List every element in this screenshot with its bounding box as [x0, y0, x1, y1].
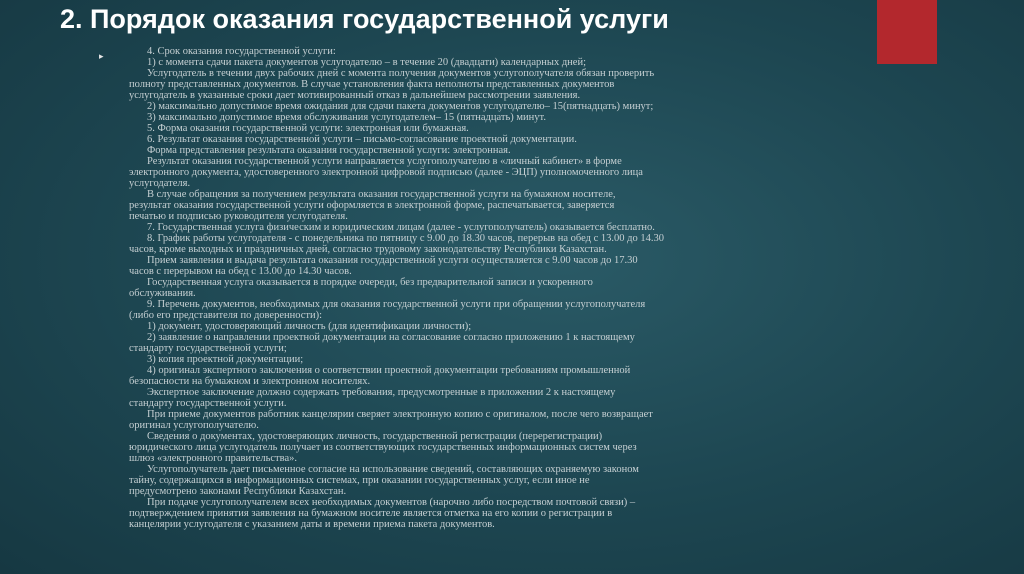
- slide-body: [129, 46, 841, 530]
- body-line: При приеме документов работник канцелярии сверяет электронную копию с оригиналом, после чего возвращает: [147, 409, 653, 420]
- body-line: 9. Перечень документов, необходимых для оказания государственной услуги при обращении услугополучателя: [147, 299, 646, 310]
- body-line: 3) максимально допустимое время обслуживания услугодателем– 15 (пятнадцать) минут.: [147, 112, 546, 123]
- accent-bar: [877, 0, 937, 64]
- body-line: канцелярии услугодателя с указанием даты и времени приема пакета документов.: [129, 519, 495, 530]
- body-line: печатью и подписью руководителя услугодателя.: [129, 211, 348, 222]
- body-line: 7. Государственная услуга физическим и юридическим лицам (далее - услугополучатель) оказывается бесплатно.: [147, 222, 655, 233]
- body-line: Услугополучатель дает письменное согласие на использование сведений, составляющих охраняемую законом: [147, 464, 639, 475]
- body-line: 2) максимально допустимое время ожидания для сдачи пакета документов услугодателю– 15(пятнадцать) минут;: [147, 101, 654, 112]
- body-line: 1) документ, удостоверяющий личность (для идентификации личности);: [147, 321, 472, 332]
- body-line: Форма представления результата оказания государственной услуги: электронная.: [147, 145, 511, 156]
- body-line: услугодатель в указанные сроки дает мотивированный отказ в дальнейшем рассмотрении заявления.: [129, 90, 581, 101]
- body-line: 8. График работы услугодателя - с понедельника по пятницу с 9.00 до 18.30 часов, перерыв на обед с 13.00 до 14.30: [147, 233, 664, 244]
- body-line: (либо его представителя по доверенности):: [129, 310, 323, 321]
- body-line: часов с перерывом на обед с 13.00 до 14.30 часов.: [129, 266, 352, 277]
- body-line: 5. Форма оказания государственной услуги: электронная или бумажная.: [147, 123, 469, 134]
- body-line: 4. Срок оказания государственной услуги:: [147, 46, 336, 57]
- body-line: 4) оригинал экспертного заключения о соответствии проектной документации требованиям промышленной: [147, 365, 631, 376]
- body-line: Государственная услуга оказывается в порядке очереди, без предварительной записи и ускоренного: [147, 277, 593, 288]
- body-line: Экспертное заключение должно содержать требования, предусмотренные в приложении 2 к настоящему: [147, 387, 616, 398]
- body-line: шлюз «электронного правительства».: [129, 453, 297, 464]
- body-line: 2) заявление о направлении проектной документации на согласование согласно приложению 1 к настоящему: [147, 332, 635, 343]
- body-line: услугодателя.: [129, 178, 191, 189]
- body-line: тайну, содержащихся в информационных системах, при оказании государственных услуг, если иное не: [129, 475, 590, 486]
- body-line: предусмотрено законами Республики Казахстан.: [129, 486, 347, 497]
- body-line: юридического лица услугодатель получает из соответствующих государственных информационных систем через: [129, 442, 637, 453]
- body-line: безопасности на бумажном и электронном носителях.: [129, 376, 371, 387]
- body-line: полноту представленных документов. В случае установления факта неполноты представленных документов: [129, 79, 615, 90]
- body-line: В случае обращения за получением результата оказания государственной услуги на бумажном носителе,: [147, 189, 616, 200]
- body-line: Результат оказания государственной услуги направляется услугополучателю в «личный кабинет» в форме: [147, 156, 622, 167]
- body-line: подтверждением принятия заявления на бумажном носителе является отметка на его копии о регистрации в: [129, 508, 613, 519]
- body-line: 6. Результат оказания государственной услуги – письмо-согласование проектной документации.: [147, 134, 577, 145]
- slide-title: 2. Порядок оказания государственной услуги: [60, 4, 669, 34]
- body-line: Сведения о документах, удостоверяющих личность, государственной регистрации (перерегистрации): [147, 431, 603, 442]
- body-line: При подаче услугополучателем всех необходимых документов (нарочно либо посредством почтовой связи) –: [147, 497, 636, 508]
- body-line: обслуживания.: [129, 288, 196, 299]
- body-line: 3) копия проектной документации;: [147, 354, 304, 365]
- body-line: стандарту государственной услуги;: [129, 343, 287, 354]
- body-line: результат оказания государственной услуги оформляется в электронной форме, распечатывается, заверяется: [129, 200, 615, 211]
- body-line: Услугодатель в течении двух рабочих дней с момента получения документов услугополучателя обязан проверить: [147, 68, 655, 79]
- body-line: стандарту государственной услуги.: [129, 398, 287, 409]
- body-line: Прием заявления и выдача результата оказания государственной услуги осуществляется с 9.00 часов до 17.30: [147, 255, 638, 266]
- bullet-arrow-icon: ▸: [99, 52, 104, 62]
- body-line: 1) с момента сдачи пакета документов услугодателю – в течение 20 (двадцати) календарных дней;: [147, 57, 586, 68]
- body-line: часов, кроме выходных и праздничных дней, согласно трудовому законодательству Республики Казахстан.: [129, 244, 607, 255]
- body-line: оригинал услугополучателю.: [129, 420, 259, 431]
- body-line: электронного документа, удостоверенного электронной цифровой подписью (далее - ЭЦП) уполномоченного лица: [129, 167, 643, 178]
